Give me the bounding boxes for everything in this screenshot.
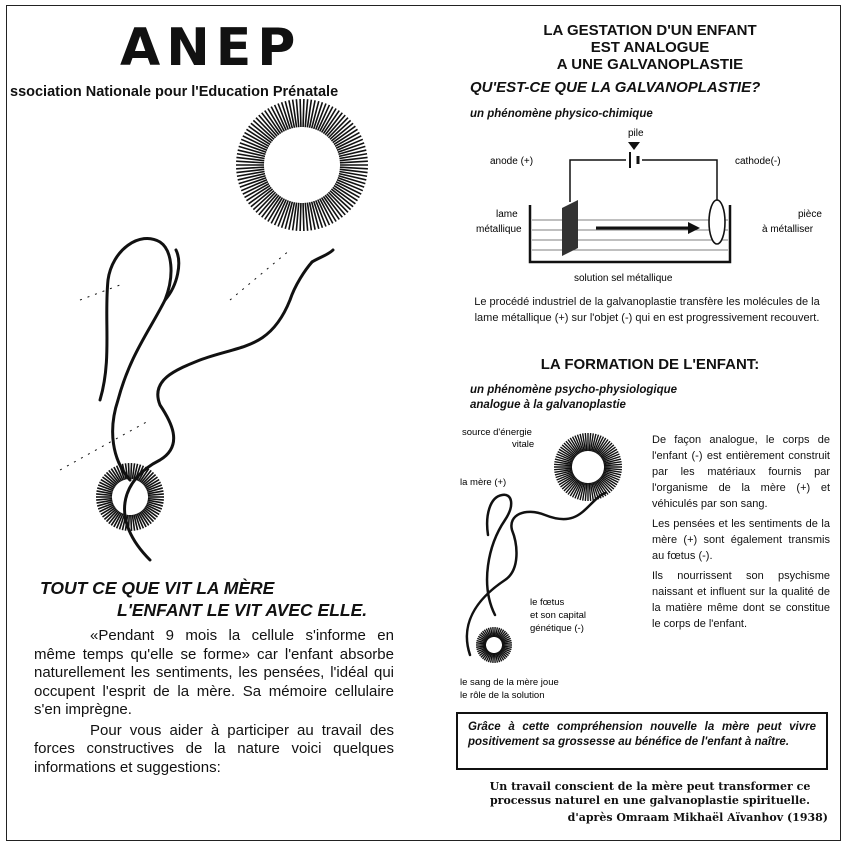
column-paragraph-2: Les pensées et les sentiments de la mère (+) sont également transmis au fœtus (-). [652, 518, 830, 562]
process-description: Le procédé industriel de la galvanoplastie transfère les molécules de la lame métallique (+) sur l'objet (-) qui en est progressivement recouvert. [474, 296, 820, 324]
right-title-line1: LA GESTATION D'UN ENFANT [543, 22, 757, 39]
formation-column-text [652, 432, 830, 636]
mother-figure-drawing [100, 238, 333, 560]
galvanoplastie-diagram [450, 120, 840, 285]
left-body-text [34, 627, 394, 777]
right-title-line3: A UNE GALVANOPLASTIE [556, 56, 744, 73]
left-paragraph-2: Pour vous aider à participer au travail des forces constructives de la nature voici quelques informations et suggestions: [34, 721, 394, 776]
formation-title: LA FORMATION DE L'ENFANT: [540, 356, 760, 373]
label-anode: anode (+) [490, 156, 534, 167]
subtitle-psycho-line1: un phénomène psycho-physiologique [470, 384, 678, 396]
label-mere: la mère (+) [460, 477, 507, 488]
headline-line2: L'ENFANT LE VIT AVEC ELLE. [117, 600, 368, 620]
sun-large-icon [236, 99, 368, 231]
label-vitale: vitale [512, 439, 535, 450]
label-piece: pièce [798, 209, 822, 220]
label-role-solution: le rôle de la solution [460, 690, 545, 701]
sun-small-icon [96, 463, 164, 531]
association-name: ssociation Nationale pour l'Education Prénatale [10, 84, 339, 100]
right-title-line2: EST ANALOGUE [590, 39, 710, 56]
label-solution: solution sel métallique [574, 273, 673, 284]
galvanoplastie-question: QU'EST-CE QUE LA GALVANOPLASTIE? [470, 79, 761, 96]
anep-logo: ANEP [120, 18, 302, 78]
subtitle-psycho-line2: analogue à la galvanoplastie [470, 399, 626, 411]
closing-text: Un travail conscient de la mère peut transformer ce processus naturel en une galvanoplastie spirituelle. [489, 780, 811, 807]
subtitle-physico-chimique: un phénomène physico-chimique [470, 108, 653, 120]
foetus-icon [476, 627, 512, 663]
column-paragraph-1: De façon analogue, le corps de l'enfant (-) est entièrement construit par les matériaux fournis par l'organisme de la mère (+) et véhiculés par son sang. [652, 434, 830, 510]
left-paragraph-1: «Pendant 9 mois la cellule s'informe en même temps qu'elle se forme» car l'enfant absorbe naturellement les sentiments, les pensées, l'idéal qui occupent l'esprit de la mère. Sa mémoire cellulaire s'en imprègne. [34, 627, 394, 718]
label-foetus: le fœtus [530, 597, 565, 608]
label-cathode: cathode(-) [735, 156, 781, 167]
label-capital: et son capital [530, 610, 586, 621]
column-paragraph-3: Ils nourrissent son psychisme naissant et influent sur la qualité de la matière même dont se constitue le corps de l'enfant. [652, 570, 830, 630]
right-title [470, 22, 830, 73]
headline-line1: TOUT CE QUE VIT LA MÈRE [40, 578, 275, 598]
label-sang: le sang de la mère joue [460, 677, 559, 688]
label-source-energie: source d'énergie [462, 427, 532, 438]
highlight-box: Grâce à cette compréhension nouvelle la mère peut vivre positivement sa grossesse au bénéfice de l'enfant à naître. [456, 712, 828, 770]
label-lame: lame [496, 209, 518, 220]
label-genetique: génétique (-) [530, 623, 584, 634]
energy-sun-icon [554, 433, 622, 501]
label-pile: pile [628, 128, 644, 139]
formation-illustration [450, 415, 650, 705]
label-a-metalliser: à métalliser [762, 224, 814, 235]
label-metallique: métallique [476, 224, 522, 235]
attribution: d'après Omraam Mikhaël Aïvanhov (1938) [567, 811, 828, 824]
